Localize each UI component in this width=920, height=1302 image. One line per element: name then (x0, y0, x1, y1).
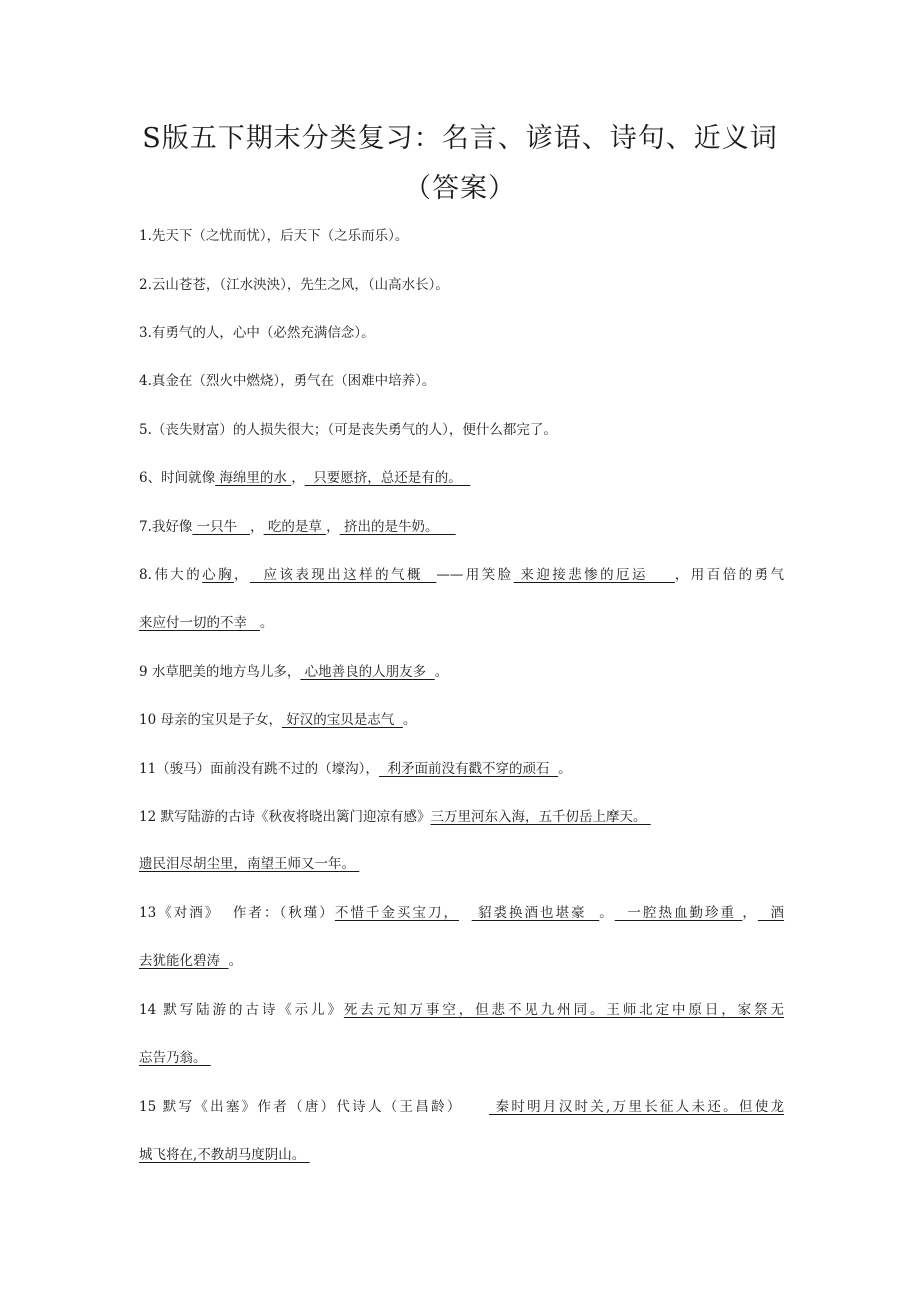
answer-blank: 吃的是草 (263, 519, 327, 535)
answer-line (139, 468, 784, 488)
document-title: S版五下期末分类复习：名言、谚语、诗句、近义词 (142, 123, 778, 154)
prompt-text: 8.伟大的 (139, 567, 203, 583)
prompt-text: ， (742, 905, 758, 921)
prompt-text: 4.真金在（烈火中燃烧），勇气在（困难中培养）。 (139, 373, 436, 389)
prompt-text (459, 905, 472, 921)
answer-blank: 心胸 (202, 567, 235, 583)
answer-line (139, 854, 784, 874)
answer-line (139, 1097, 784, 1117)
prompt-text: 。 (434, 664, 449, 680)
answer-line (139, 275, 784, 295)
answer-blank: 三万里河东入海，五千仞岳上摩天。 (430, 809, 651, 825)
prompt-text: ，用百倍的勇气 (674, 567, 785, 583)
document-subtitle: （答案） (404, 173, 516, 204)
prompt-text: 6、时间就像 (139, 470, 216, 486)
answer-blank: 忘告乃翁。 (139, 1050, 211, 1066)
prompt-text: 1.先天下（之忧而忧），后天下（之乐而乐）。 (139, 228, 409, 244)
prompt-text: 13《对酒》 作者：（秋瑾） (139, 905, 335, 921)
answer-blank: 利矛面前没有戳不穿的顽石 (378, 761, 559, 777)
prompt-text: 。 (402, 712, 417, 728)
answer-blank: 去犹能化碧涛 (139, 953, 229, 969)
answer-blank: 不惜千金买宝刀， (334, 905, 460, 921)
prompt-text: 11（骏马）面前没有跳不过的（壕沟）， (139, 761, 379, 777)
answer-line (139, 323, 784, 343)
prompt-text: ——用笑脸 (436, 567, 514, 583)
answer-blank: 好汉的宝贝是志气 (281, 712, 403, 728)
answer-line (139, 710, 784, 730)
answer-line (139, 951, 784, 971)
answer-blank: 死去元知万事空，但悲不见九州同。王师北定中原日，家祭无 (343, 1002, 784, 1018)
prompt-text: 3.有勇气的人，心中（必然充满信念）。 (139, 325, 375, 341)
prompt-text: 2.云山苍苍，（江水泱泱），先生之风，（山高水长）。 (139, 277, 449, 293)
answer-line (139, 517, 784, 537)
answer-line (139, 1145, 784, 1165)
prompt-text: 9 水草肥美的地方鸟儿多， (139, 664, 301, 680)
prompt-text: ， (234, 567, 250, 583)
prompt-text: 。 (599, 905, 615, 921)
answer-line (139, 420, 784, 440)
answer-line (139, 613, 784, 633)
answer-blank: 貂裘换酒也堪豪 (471, 905, 600, 921)
answer-blank: 城飞将在,不教胡马度阴山。 (139, 1147, 310, 1163)
answer-line (139, 371, 784, 391)
answer-blank: 来应付一切的不幸 (139, 615, 260, 631)
answer-blank: 应该表现出这样的气概 (250, 567, 437, 583)
prompt-text: 。 (259, 615, 274, 631)
answer-line (139, 226, 784, 246)
prompt-text: 10 母亲的宝贝是子女， (139, 712, 282, 728)
answer-line (139, 903, 784, 923)
answer-blank: 只要愿挤，总还是有的。 (304, 470, 471, 486)
prompt-text: 15 默写《出塞》作者（唐）代诗人（王昌龄） (139, 1099, 489, 1115)
prompt-text: ， (326, 519, 340, 535)
prompt-text: 14 默写陆游的古诗《示儿》 (139, 1002, 344, 1018)
prompt-text: ， (250, 519, 264, 535)
answer-line (139, 807, 784, 827)
answer-blank: 一只牛 (192, 519, 251, 535)
prompt-text: 12 默写陆游的古诗《秋夜将晓出篱门迎凉有感》 (139, 809, 431, 825)
answer-blank: 遗民泪尽胡尘里，南望王师又一年。 (139, 856, 360, 872)
answer-blank: 海绵里的水 (215, 470, 292, 486)
answer-line (139, 1000, 784, 1020)
answer-line (139, 662, 784, 682)
prompt-text: 。 (558, 761, 572, 777)
answer-line (139, 759, 784, 779)
answer-line (139, 1048, 784, 1068)
answer-blank: 秦时明月汉时关,万里长征人未还。但使龙 (488, 1099, 784, 1115)
answer-blank: 一腔热血勤珍重 (614, 905, 743, 921)
answer-blank: 来迎接悲惨的厄运 (513, 567, 675, 583)
answer-blank: 酒 (757, 905, 785, 921)
prompt-text: 5.（丧失财富）的人损失很大；（可是丧失勇气的人），便什么都完了。 (139, 422, 557, 438)
answer-line (139, 565, 784, 585)
answer-blank: 心地善良的人朋友多 (300, 664, 435, 680)
prompt-text: 。 (228, 953, 243, 969)
prompt-text: 7.我好像 (139, 519, 193, 535)
answer-blank: 挤出的是牛奶。 (339, 519, 456, 535)
prompt-text: ， (291, 470, 305, 486)
